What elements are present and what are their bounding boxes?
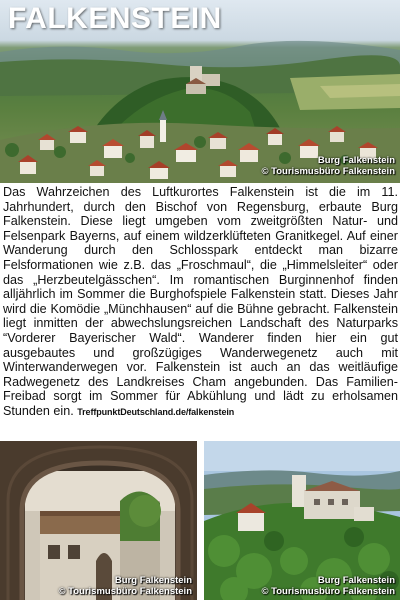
courtyard-photo-credit	[58, 575, 192, 597]
castle-photo	[204, 441, 400, 600]
courtyard-caption-line-2: © Tourismusbüro Falkenstein	[58, 586, 192, 597]
hero-caption-line-2: © Tourismusbüro Falkenstein	[261, 166, 395, 177]
source-url: TreffpunktDeutschland.de/falkenstein	[77, 406, 235, 417]
castle-caption-line-1: Burg Falkenstein	[317, 575, 395, 586]
description-paragraph	[3, 185, 398, 437]
hero-photo	[0, 0, 400, 183]
hero-photo-credit	[261, 155, 395, 177]
page-title: FALKENSTEIN	[8, 2, 222, 35]
courtyard-photo	[0, 441, 197, 600]
castle-photo-credit	[261, 575, 395, 597]
description-text: Das Wahrzeichen des Luftkurortes Falkenstein ist die im 11. Jahrhundert, durch den Bischof von Regensburg, erbaute Burg Falkenstein. Diese liegt umgeben vom zweitgrößten Natur- und Felsenpark Bayerns, auf einem wildzerklüfteten Granitkegel. Auf einer Wanderung durch den Schlosspark entdeckt man bizarre Felsformationen wie z.B. das „Froschmaul“, die „Himmelsleiter“ oder das „Herzbeutelgässchen“. Im romantischen Burginnenhof finden alljährlich im Sommer die Burghofspiele Falkenstein statt. Dieses Jahr wird die Komödie „Münchhausen“ auf die Bühne gebracht. Falkenstein liegt inmitten der abwechslungsreichen Landschaft des Naturparks “Vorderer Bayerischer Wald“. Wanderer finden hier ein gut ausgebautes und großzügiges Wanderwegenetz auch mit Winterwanderwegen vor. Falkenstein ist auch an das weitläufige Radwegenetz des Landkreises Cham angebunden. Das Familien-Freibad sorgt im Sommer für Abkühlung und lädt zu erholsamen Stunden ein.	[3, 185, 398, 418]
castle-caption-line-2: © Tourismusbüro Falkenstein	[261, 586, 395, 597]
courtyard-caption-line-1: Burg Falkenstein	[114, 575, 192, 586]
hero-caption-line-1: Burg Falkenstein	[317, 155, 395, 166]
